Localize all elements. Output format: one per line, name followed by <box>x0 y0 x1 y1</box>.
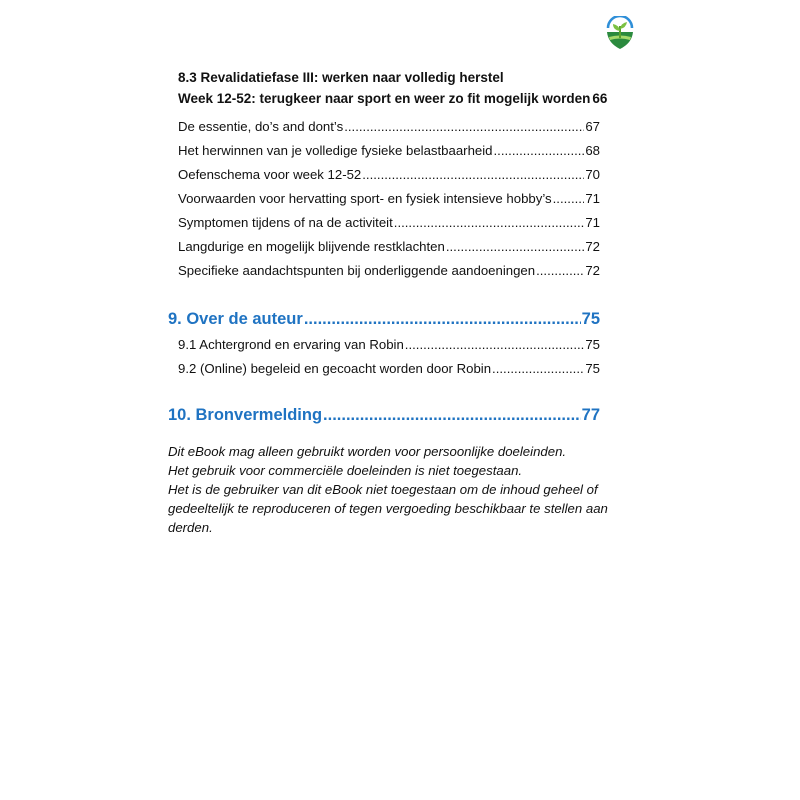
toc-entry-title: 9.2 (Online) begeleid en gecoacht worden door Robin <box>178 361 492 376</box>
toc-entry-page: 68 <box>585 143 600 158</box>
dot-leader <box>344 115 584 139</box>
toc-entry-page: 75 <box>585 337 600 352</box>
dot-leader <box>494 139 585 163</box>
disclaimer-line: gedeeltelijk te reproduceren of tegen vergoeding beschikbaar te stellen aan <box>168 501 608 516</box>
dot-leader <box>553 187 585 211</box>
toc-entry-title: De essentie, do’s and dont’s <box>178 119 344 134</box>
toc-entry[interactable] <box>178 333 600 357</box>
disclaimer-line: derden. <box>168 520 213 535</box>
section-title: 9. Over de auteur <box>168 310 303 328</box>
dot-leader <box>492 357 584 381</box>
disclaimer-text <box>168 442 628 537</box>
dot-leader <box>405 333 585 357</box>
logo-leaf-right <box>620 22 627 29</box>
toc-entry[interactable] <box>178 259 600 283</box>
toc-entry[interactable] <box>178 187 600 211</box>
toc-entry-title: Week 12-52: terugkeer naar sport en weer zo fit mogelijk worden <box>178 91 591 106</box>
toc-entry[interactable] <box>178 163 600 187</box>
toc-entry-page: 66 <box>592 91 608 106</box>
toc-entry-page: 71 <box>585 191 600 206</box>
toc-entry-title: Voorwaarden voor hervatting sport- en fysiek intensieve hobby’s <box>178 191 552 206</box>
toc-entry-page: 72 <box>585 239 600 254</box>
toc-entry[interactable] <box>178 139 600 163</box>
dot-leader <box>362 163 584 187</box>
toc-entry-title: Het herwinnen van je volledige fysieke belastbaarheid <box>178 143 493 158</box>
toc-entry-page: 75 <box>585 361 600 376</box>
toc-entry-page: 71 <box>585 215 600 230</box>
plant-sprout-logo <box>604 16 636 50</box>
toc-section-10[interactable] <box>168 403 600 427</box>
toc-entry-title: 9.1 Achtergrond en ervaring van Robin <box>178 337 404 352</box>
toc-entry-week-12-52[interactable] <box>178 89 608 109</box>
section-page: 77 <box>581 406 600 424</box>
toc-entry-page: 72 <box>585 263 600 278</box>
toc-entry-page: 70 <box>585 167 600 182</box>
toc-entry-title: Symptomen tijdens of na de activiteit <box>178 215 393 230</box>
toc-section-9[interactable] <box>168 307 600 331</box>
section-9-entries <box>178 333 600 381</box>
toc-entry-title: Oefenschema voor week 12-52 <box>178 167 362 182</box>
disclaimer-line: Dit eBook mag alleen gebruikt worden voor persoonlijke doeleinden. <box>168 444 567 459</box>
dot-leader <box>323 403 581 427</box>
dot-leader <box>304 307 581 331</box>
disclaimer-line: Het is de gebruiker van dit eBook niet toegestaan om de inhoud geheel of <box>168 482 598 497</box>
toc-entry[interactable] <box>178 235 600 259</box>
toc-entry-title: Specifieke aandachtspunten bij onderliggende aandoeningen <box>178 263 536 278</box>
toc-entry[interactable] <box>178 115 600 139</box>
toc-entry[interactable] <box>178 211 600 235</box>
section-page: 75 <box>581 310 600 328</box>
toc-entry[interactable] <box>178 357 600 381</box>
logo-leaf-left <box>613 24 620 31</box>
table-of-contents <box>168 68 608 427</box>
dot-leader <box>446 235 584 259</box>
toc-entry-title: Langdurige en mogelijk blijvende restklachten <box>178 239 445 254</box>
disclaimer-line: Het gebruik voor commerciële doeleinden is niet toegestaan. <box>168 463 523 478</box>
section-title: 10. Bronvermelding <box>168 406 323 424</box>
dot-leader <box>536 259 584 283</box>
toc-entry-page: 67 <box>585 119 600 134</box>
subsection-entries <box>178 115 600 283</box>
dot-leader <box>394 211 585 235</box>
subsection-title-8-3: 8.3 Revalidatiefase III: werken naar volledig herstel <box>178 70 504 85</box>
